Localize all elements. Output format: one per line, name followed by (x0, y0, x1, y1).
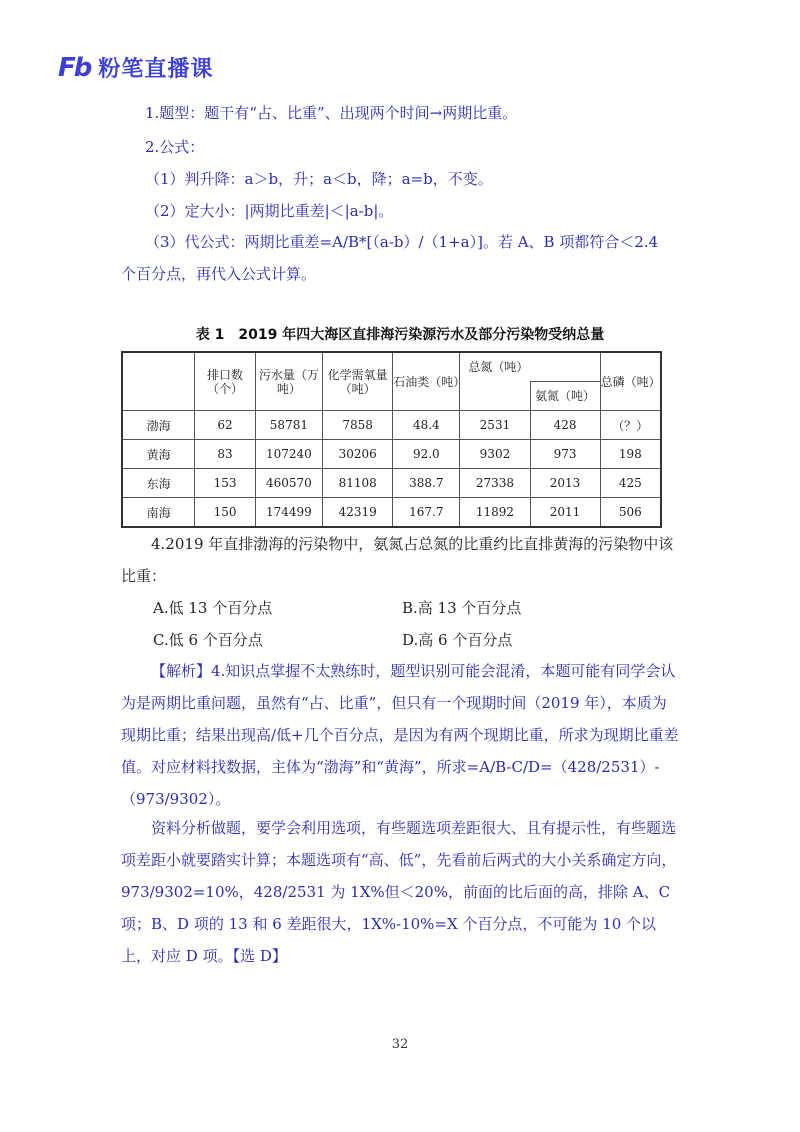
logo-text: 粉笔直播课 (98, 57, 214, 82)
cell: 58781 (255, 411, 322, 440)
method-line-1: 1.题型：题干有“占、比重”、出现两个时间→两期比重。 (145, 104, 518, 122)
cell: 425 (600, 469, 661, 498)
cell: 428 (530, 411, 600, 440)
option-b: B.高 13 个百分点 (402, 599, 522, 617)
table-row (122, 469, 661, 498)
table-row (122, 498, 661, 528)
row-label: 黄海 (122, 440, 195, 469)
cell: 2011 (530, 498, 600, 528)
cell: （？） (600, 411, 661, 440)
table-title: 表 1 2019 年四大海区直排海污染源污水及部分污染物受纳总量 (195, 327, 605, 343)
cell: 7858 (323, 411, 393, 440)
cell: 48.4 (393, 411, 460, 440)
cell: 42319 (323, 498, 393, 528)
cell: 81108 (323, 469, 393, 498)
cell: 9302 (460, 440, 530, 469)
cell: 27338 (460, 469, 530, 498)
header-outlet: 排口数（个） (195, 352, 255, 411)
method-line-2: 2.公式： (145, 138, 205, 156)
cell: 30206 (323, 440, 393, 469)
cell: 62 (195, 411, 255, 440)
row-label: 东海 (122, 469, 195, 498)
method-line-4: （2）定大小：|两期比重差|＜|a-b|。 (145, 202, 394, 220)
header-oil: 石油类（吨） (393, 352, 460, 411)
analysis-paragraph-1: 【解析】4.知识点掌握不太熟练时，题型识别可能会混淆，本题可能有同学会认为是两期比重问题，虽然有“占、比重”，但只有一个现期时间（2019 年），本质为现期比重；结果出现高/低+几个百分点，是因为有两个现期比重，所求为现期比重差值。对应材料找数据，主体为“渤海”和“黄海”，所求=A/B-C/D=（428/2531）-（973/9302）。 (121, 662, 679, 808)
method-line-5: （3）代公式：两期比重差=A/B*[（a-b）/（1+a）]。若 A、B 项都符合＜2.4 (145, 233, 659, 251)
question-stem: 4.2019 年直排渤海的污染物中，氨氮占总氮的比重约比直排黄海的污染物中该比重： (121, 535, 674, 585)
cell: 2013 (530, 469, 600, 498)
table-row (122, 440, 661, 469)
cell: 150 (195, 498, 255, 528)
cell: 107240 (255, 440, 322, 469)
cell: 92.0 (393, 440, 460, 469)
cell: 11892 (460, 498, 530, 528)
table-header-row (122, 352, 661, 382)
header-empty (122, 352, 195, 411)
header-nh: 氨氮（吨） (530, 382, 600, 411)
logo (58, 52, 213, 83)
row-label: 渤海 (122, 411, 195, 440)
method-line-3: （1）判升降：a＞b，升；a＜b，降；a=b，不变。 (145, 170, 493, 188)
cell: 174499 (255, 498, 322, 528)
page-number: 32 (391, 1037, 409, 1052)
cell: 973 (530, 440, 600, 469)
cell: 460570 (255, 469, 322, 498)
header-tn: 总氮（吨） (460, 352, 600, 382)
option-c: C.低 6 个百分点 (153, 631, 263, 649)
table-row (122, 411, 661, 440)
header-cod: 化学需氧量（吨） (323, 352, 393, 411)
option-a: A.低 13 个百分点 (153, 599, 273, 617)
header-tn-blank (460, 382, 530, 411)
analysis-paragraph-2: 资料分析做题，要学会利用选项，有些题选项差距很大、且有提示性，有些题选项差距小就要踏实计算；本题选项有“高、低”，先看前后两式的大小关系确定方向，973/9302=10%，428/2531 为 1X%但＜20%，前面的比后面的高，排除 A、C 项；B、D 项的 13 和 6 差距很大，1X%-10%=X 个百分点，不可能为 10 个以上，对应 D 项。【选 D】 (121, 819, 677, 965)
cell: 83 (195, 440, 255, 469)
cell: 388.7 (393, 469, 460, 498)
cell: 153 (195, 469, 255, 498)
cell: 506 (600, 498, 661, 528)
logo-mark: Fb (58, 52, 91, 83)
row-label: 南海 (122, 498, 195, 528)
header-tp: 总磷（吨） (600, 352, 661, 411)
option-d: D.高 6 个百分点 (402, 631, 513, 649)
pollution-table (121, 351, 662, 528)
cell: 198 (600, 440, 661, 469)
cell: 2531 (460, 411, 530, 440)
method-line-6: 个百分点，再代入公式计算。 (121, 265, 317, 283)
header-water: 污水量（万吨） (255, 352, 322, 411)
cell: 167.7 (393, 498, 460, 528)
